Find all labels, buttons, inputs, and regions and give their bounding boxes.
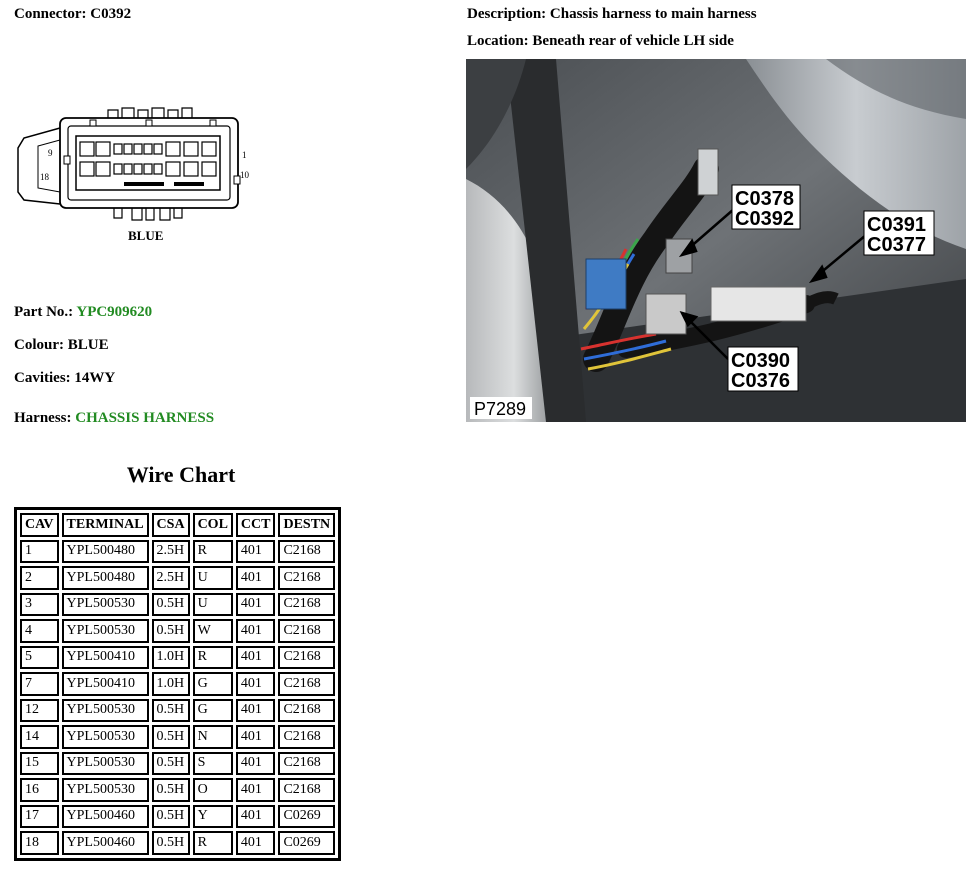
cell-terminal: YPL500460 [62,805,149,829]
cell-col: S [193,752,233,776]
connector-id: C0392 [90,6,132,22]
cell-destn: C2168 [278,619,335,643]
cell-cav: 12 [20,699,59,723]
header-col: COL [193,513,233,537]
cell-terminal: YPL500460 [62,831,149,855]
cell-destn: C2168 [278,725,335,749]
cell-cct: 401 [236,778,276,802]
cell-cav: 4 [20,619,59,643]
cell-col: R [193,540,233,564]
vehicle-location-photo [466,59,966,422]
cell-terminal: YPL500410 [62,672,149,696]
cavity-row-top [80,142,216,156]
table-row [20,752,335,776]
left-wing [18,128,60,204]
cell-cav: 2 [20,566,59,590]
cell-destn: C2168 [278,778,335,802]
cell-destn: C2168 [278,646,335,670]
callout-c0390: C0390 [731,350,790,372]
cell-destn: C2168 [278,699,335,723]
table-row [20,831,335,855]
description-label [467,6,757,23]
cell-csa: 2.5H [152,540,190,564]
cavity-row-bottom [80,162,216,176]
cell-destn: C2168 [278,752,335,776]
cell-destn: C2168 [278,566,335,590]
cell-terminal: YPL500530 [62,725,149,749]
colour-value: BLUE [67,337,109,353]
cell-col: G [193,672,233,696]
table-row [20,593,335,617]
callout-c0377: C0377 [867,234,926,256]
cell-terminal: YPL500530 [62,752,149,776]
description-value: Chassis harness to main harness [549,6,757,22]
cell-cct: 401 [236,699,276,723]
cell-cav: 14 [20,725,59,749]
callout-c0391: C0391 [867,214,926,236]
cell-cct: 401 [236,593,276,617]
cell-cav: 1 [20,540,59,564]
cell-csa: 0.5H [152,778,190,802]
cell-csa: 1.0H [152,646,190,670]
cell-csa: 1.0H [152,672,190,696]
callout-c0392: C0392 [735,208,794,230]
left-notch [64,156,70,164]
cell-destn: C2168 [278,593,335,617]
table-row [20,540,335,564]
cell-col: W [193,619,233,643]
wire-table-header-row [20,513,335,537]
harness-key: Harness: [14,410,72,426]
bottom-key [124,182,164,186]
header-cav: CAV [20,513,59,537]
connector-blue-block [586,259,626,309]
connector-c0392-block [666,239,692,273]
connector-c0391-block [711,287,806,321]
cell-destn: C0269 [278,831,335,855]
cell-col: R [193,831,233,855]
pin-label-9: 9 [48,148,53,158]
cell-destn: C2168 [278,540,335,564]
callout-label-group-c [728,347,798,392]
cell-terminal: YPL500530 [62,699,149,723]
location-key: Location: [467,33,529,49]
cell-cct: 401 [236,646,276,670]
top-tab-left [90,120,96,126]
cavities-value: 14WY [74,370,116,386]
location-label [467,33,734,50]
table-row [20,566,335,590]
table-row [20,805,335,829]
header-csa: CSA [152,513,190,537]
cell-cct: 401 [236,672,276,696]
harness [14,410,214,427]
cell-cav: 15 [20,752,59,776]
cell-col: U [193,566,233,590]
cell-cav: 17 [20,805,59,829]
connector-face-diagram [14,100,254,250]
table-row [20,619,335,643]
connector-label [14,6,131,23]
cell-cct: 401 [236,725,276,749]
cell-col: O [193,778,233,802]
diagram-color-label: BLUE [128,228,164,243]
location-value: Beneath rear of vehicle LH side [532,33,734,49]
callout-c0376: C0376 [731,370,790,392]
bottom-key-right [174,182,204,186]
cell-cav: 3 [20,593,59,617]
table-row [20,646,335,670]
cell-csa: 0.5H [152,831,190,855]
top-tab-mid [146,120,152,126]
connector-c0390-block [646,294,686,334]
cell-cct: 401 [236,540,276,564]
cavities [14,370,115,387]
cell-csa: 0.5H [152,619,190,643]
cell-terminal: YPL500530 [62,619,149,643]
cell-cct: 401 [236,831,276,855]
callout-label-group-b [864,211,934,256]
header-cct: CCT [236,513,276,537]
cell-csa: 0.5H [152,593,190,617]
cell-destn: C2168 [278,672,335,696]
cell-csa: 0.5H [152,699,190,723]
cell-terminal: YPL500480 [62,566,149,590]
pin-label-1: 1 [242,150,247,160]
cell-cct: 401 [236,752,276,776]
header-terminal: TERMINAL [62,513,149,537]
cell-terminal: YPL500410 [62,646,149,670]
connector-top-clip [698,149,718,195]
cell-cav: 16 [20,778,59,802]
photo-ref: P7289 [474,399,527,419]
cell-csa: 0.5H [152,725,190,749]
description-key: Description: [467,6,547,22]
cell-col: N [193,725,233,749]
cell-cct: 401 [236,805,276,829]
pin-label-10: 10 [240,170,249,180]
cell-cav: 18 [20,831,59,855]
cell-cav: 7 [20,672,59,696]
cell-destn: C0269 [278,805,335,829]
cell-csa: 0.5H [152,752,190,776]
cell-col: U [193,593,233,617]
callout-c0378: C0378 [735,188,794,210]
top-tab-right [210,120,216,126]
harness-value: CHASSIS HARNESS [75,410,215,426]
part-number [14,304,152,321]
top-latch-bumps [108,108,192,118]
connector-label-key: Connector: [14,6,87,22]
cell-csa: 2.5H [152,566,190,590]
cell-terminal: YPL500530 [62,778,149,802]
cell-terminal: YPL500480 [62,540,149,564]
cell-col: G [193,699,233,723]
part-number-value: YPC909620 [76,304,153,320]
cell-terminal: YPL500530 [62,593,149,617]
table-row [20,672,335,696]
table-row [20,778,335,802]
colour-key: Colour: [14,337,64,353]
cell-col: Y [193,805,233,829]
colour [14,337,109,354]
header-destn: DESTN [278,513,335,537]
callout-label-group-a [732,185,800,230]
table-row [20,699,335,723]
wire-chart-title: Wire Chart [126,462,236,487]
cell-csa: 0.5H [152,805,190,829]
part-number-key: Part No.: [14,304,74,320]
pin-label-18: 18 [40,172,49,182]
table-row [20,725,335,749]
wire-chart-table [14,507,341,861]
cell-cct: 401 [236,566,276,590]
bottom-feet [114,208,182,220]
cavities-key: Cavities: [14,370,71,386]
cell-cct: 401 [236,619,276,643]
cell-cav: 5 [20,646,59,670]
cell-col: R [193,646,233,670]
